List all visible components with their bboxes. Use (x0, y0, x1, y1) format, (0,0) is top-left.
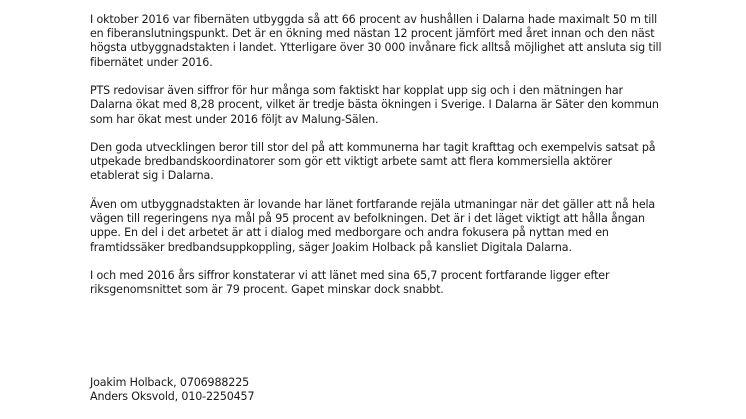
text-line: fibernätet under 2016. (90, 55, 213, 69)
text-line: Den goda utvecklingen beror till stor del på att kommunerna har tagit krafttag och exempelvis satsat på (90, 141, 656, 155)
text-line: uppe. En del i det arbetet är att i dialog med medborgare och andra fokusera på nyttan med en (90, 226, 609, 240)
paragraph-pts-statistics (90, 84, 710, 127)
text-line: PTS redovisar även siffror för hur många som faktiskt har kopplat upp sig och i den mätningen har (90, 84, 623, 98)
text-line: I oktober 2016 var fibernäten utbyggda så att 66 procent av hushållen i Dalarna hade maximalt 50 m till (90, 13, 658, 26)
text-line: framtidssäker bredbandsuppkoppling, säger Joakim Holback på kansliet Digitala Dalarna. (90, 240, 572, 254)
paragraph-fiber-coverage (90, 13, 710, 70)
paragraph-national-comparison (90, 269, 710, 297)
contact-list (90, 376, 254, 404)
paragraph-development-reasons (90, 141, 710, 184)
contact-entry: Joakim Holback, 0706988225 (90, 376, 250, 389)
text-line: riksgenomsnittet som är 79 procent. Gapet minskar dock snabbt. (90, 283, 444, 297)
text-line: etablerat sig i Dalarna. (90, 169, 214, 183)
text-line: högsta utbyggnadstakten i landet. Ytterligare över 30 000 invånare fick alltså möjlighet att ansluta sig till (90, 41, 662, 55)
text-line: en fiberanslutningspunkt. Det är en ökning med nästan 12 procent jämfört med året innan och den näst (90, 27, 655, 41)
paragraph-challenges-quote (90, 198, 710, 255)
text-line: vägen till regeringens nya mål på 95 procent av befolkningen. Det är i det läget viktigt att hålla ångan (90, 212, 645, 226)
text-line: I och med 2016 års siffror konstaterar vi att länet med sina 65,7 procent fortfarande ligger efter (90, 269, 610, 283)
text-line: utpekade bredbandskoordinatorer som gör ett viktigt arbete samt att flera kommersiella aktörer (90, 155, 613, 169)
text-line: Även om utbyggnadstakten är lovande har länet fortfarande rejäla utmaningar när det gäller att nå hela (90, 197, 656, 211)
text-line: Dalarna ökat med 8,28 procent, vilket är tredje bästa ökningen i Sverige. I Dalarna är Säter den kommun (90, 98, 659, 112)
contact-entry: Anders Oksvold, 010-2250457 (90, 390, 255, 404)
text-line: som har ökat mest under 2016 följt av Malung-Sälen. (90, 112, 379, 126)
document-body (90, 13, 710, 312)
